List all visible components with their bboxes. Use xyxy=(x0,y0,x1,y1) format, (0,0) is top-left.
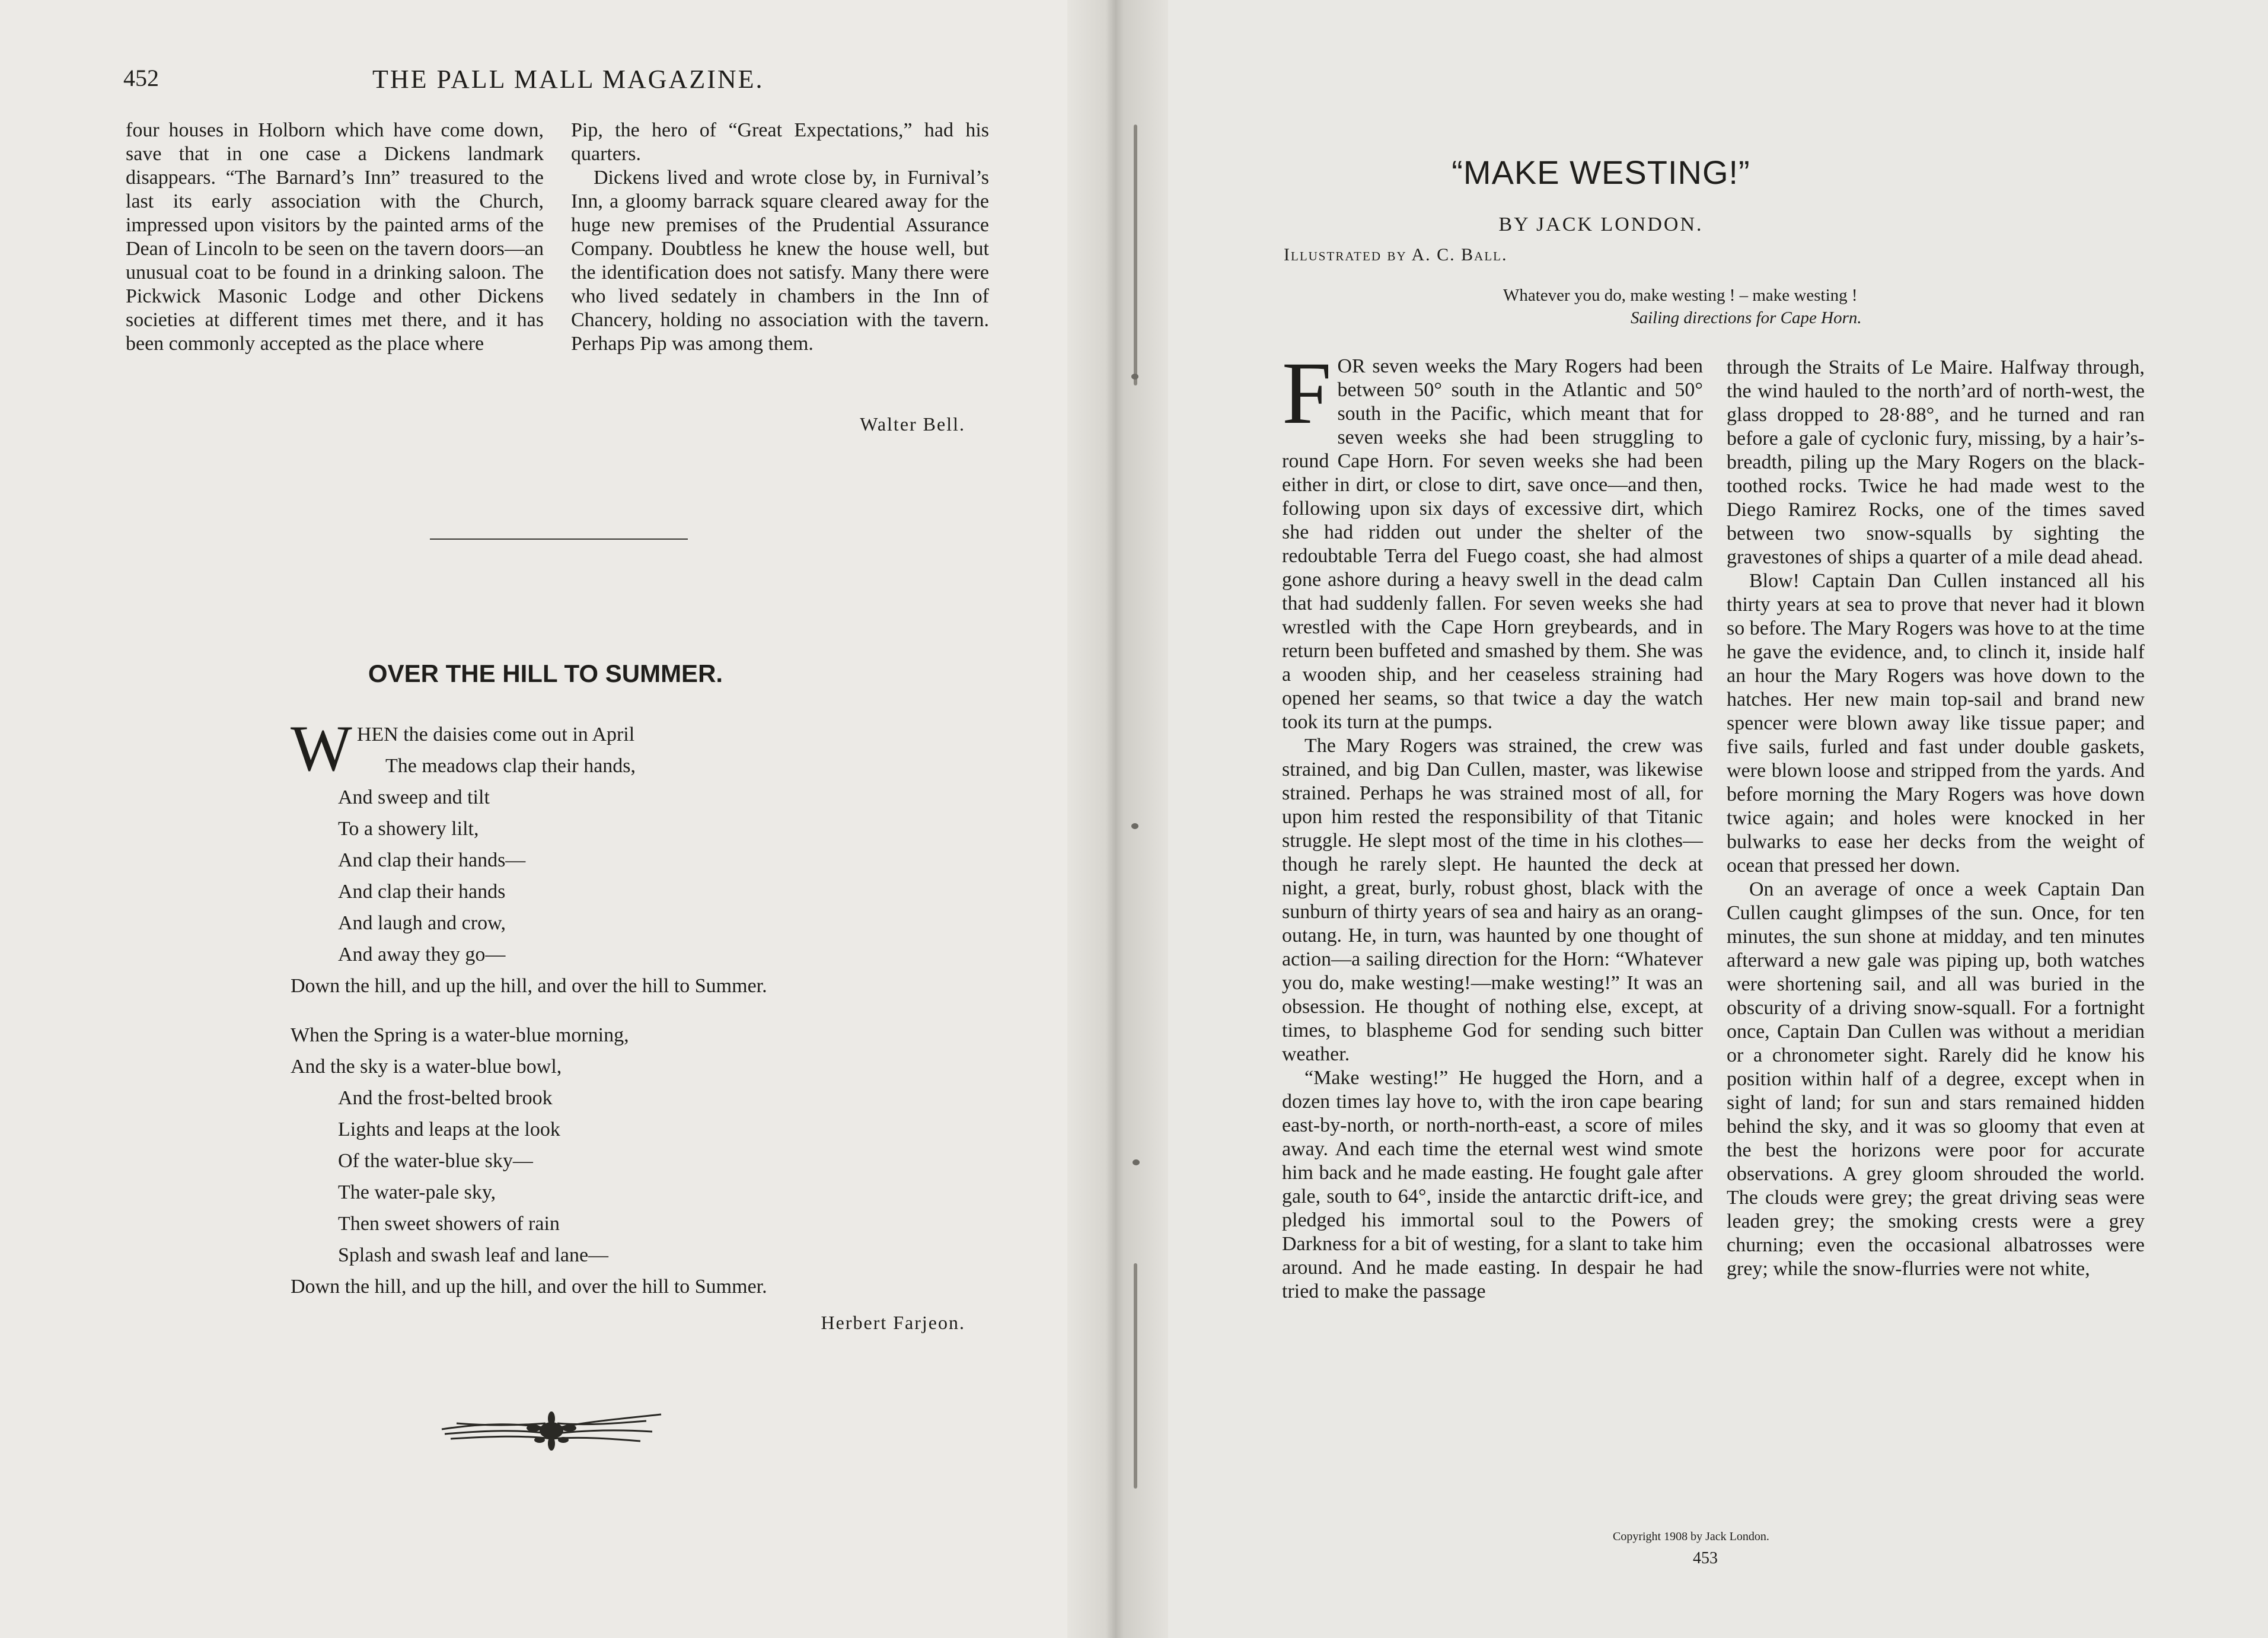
poem-line: Down the hill, and up the hill, and over the hill to Summer. xyxy=(291,1276,767,1298)
poem-line: The meadows clap their hands, xyxy=(385,755,636,777)
epigraph: Whatever you do, make westing ! – make westing ! xyxy=(1503,286,1858,305)
copyright-notice: Copyright 1908 by Jack London. xyxy=(1613,1530,1769,1543)
binding-hole xyxy=(1133,1159,1140,1165)
epigraph-source: Sailing directions for Cape Horn. xyxy=(1631,308,1862,327)
left-col1-paragraph: four houses in Holborn which have come down, save that in one case a Dickens landmark disappears. “The Barnard’s Inn” treasured to the last its early association with the Church, impressed upon visitors by the painted arms of the Dean of Lincoln to be seen on the tavern doors—an unusual coat to be found in a drinking saloon. The Pickwick Masonic Lodge and other Dickens societies at different times met there, and it has been commonly accepted as the place where xyxy=(126,119,544,355)
poem-first-line-text: HEN the daisies come out in April xyxy=(356,724,635,745)
left-column-2 xyxy=(571,119,989,356)
binding-hole xyxy=(1131,823,1138,829)
right-col1-paragraph-1 xyxy=(1282,344,1703,734)
poem-line: And the sky is a water-blue bowl, xyxy=(291,1056,562,1078)
right-col2-paragraph-3: On an average of once a week Captain Dan Cullen caught glimpses of the sun. Once, for ten minutes, the sun shone at midday, and ten minutes afterward a new gale was piping up, both watches were shortening sail, and all was buried in the obscurity of a driving snow-squall. For a fortnight once, Captain Dan Cullen was without a meridian or a chronometer sight. Rarely did he know his position within half of a degree, except when in sight of land; for sun and stars remained hidden behind the sky, and it was so gloomy that even at the best the horizons were poor for accurate observations. A grey gloom shrouded the world. The clouds were grey; the great driving seas were leaden grey; the smoking crests were a grey churning; even the occasional albatrosses were grey; while the snow-flurries were not white, xyxy=(1727,878,2145,1280)
right-page xyxy=(1109,0,2268,1638)
poem-line: Splash and swash leaf and lane— xyxy=(338,1244,609,1266)
author-signature-farjeon: Herbert Farjeon. xyxy=(821,1312,965,1333)
binding-thread xyxy=(1134,125,1137,385)
left-page xyxy=(0,0,1109,1638)
poem-title: OVER THE HILL TO SUMMER. xyxy=(368,659,723,687)
left-col2-paragraph-2: Dickens lived and wrote close by, in Furnival’s Inn, a gloomy barrack square cleared away for the huge new premises of the Prudential Assurance Company. Doubtless he knew the house well, but the identification does not satisfy. Many there were who lived sedately in chambers in the Inn of Chancery, holding no association with the tavern. Perhaps Pip was among them. xyxy=(571,167,989,355)
right-col2-paragraph-2: Blow! Captain Dan Cullen instanced all his thirty years at sea to prove that never had it blown so before. The Mary Rogers was hove to at the time he gave the evidence, and, to clinch it, inside half an hour the Mary Rogers was hove down to the hatches. Her new main top-sail and brand new spencer were blown away like tissue paper; and five sails, furled and fast under double gaskets, were blown loose and stripped from the yards. And before morning the Mary Rogers was hove down twice again; and holes were knocked in her bulwarks to ease her decks from the weight of ocean that pressed her down. xyxy=(1727,570,2145,877)
right-col1-paragraph-3: “Make westing!” He hugged the Horn, and a dozen times lay hove to, with the iron cape bearing east-by-north, or north-north-east, a score of miles away. And each time the eternal west wind smote him back and he made easting. He fought gale after gale, south to 64°, inside the antarctic drift-ice, and pledged his immortal soul to the Powers of Darkness for a bit of westing, for a slant to take him around. And he made easting. In despair he had tried to make the passage xyxy=(1282,1067,1703,1302)
article-dropcap: F xyxy=(1282,344,1332,442)
poem-dropcap: W xyxy=(291,712,352,785)
right-col1-paragraph-1-text: OR seven weeks the Mary Rogers had been between 50° south in the Atlantic and 50° south in the Pacific, which meant that for seven weeks she had been struggling to round Cape Horn. For seven weeks she had been either in dirt, or close to dirt, save once—and then, following upon six days of excessive dirt, which she had ridden out under the shelter of the redoubtable Terra del Fuego coast, she had almost gone ashore during a heavy swell in the dead calm that had suddenly fallen. For seven weeks she had wrestled with the Cape Horn greybeards, and in return been buffeted and smashed by them. She was a wooden ship, and her ceaseless straining had opened her seams, so that twice a day the watch took its turn at the pumps. xyxy=(1282,355,1703,733)
right-column-2 xyxy=(1727,356,2145,1281)
poem-line: And away they go— xyxy=(338,944,506,965)
poem-line: The water-pale sky, xyxy=(338,1181,496,1203)
running-head: THE PALL MALL MAGAZINE. xyxy=(372,65,764,94)
left-column-1 xyxy=(126,119,544,356)
section-divider-rule xyxy=(430,538,688,540)
right-page-number: 453 xyxy=(1693,1549,1718,1567)
poem-line: And clap their hands— xyxy=(338,849,526,871)
article-title: “MAKE WESTING!” xyxy=(1452,154,1750,191)
left-page-number: 452 xyxy=(123,65,159,91)
poem-line: To a showery lilt, xyxy=(338,818,479,840)
author-signature-bell: Walter Bell. xyxy=(860,413,965,435)
poem-line: And laugh and crow, xyxy=(338,912,506,934)
poem-body xyxy=(291,712,1061,1302)
poem-line: Of the water-blue sky— xyxy=(338,1150,533,1172)
poem-line: Lights and leaps at the look xyxy=(338,1118,560,1140)
book-gutter xyxy=(1067,0,1168,1638)
right-column-1 xyxy=(1282,344,1703,1304)
right-col2-paragraph-1: through the Straits of Le Maire. Halfway through, the wind hauled to the north’ard of north-west, the glass dropped to 28·88°, and he turned and ran before a gale of cyclonic fury, missing, by a hair’s-breadth, piling up the Mary Rogers on the black-toothed rocks. Twice he had made west to the Diego Ramirez Rocks, one of the times saved between two snow-squalls by sighting the gravestones of ships a quarter of a mile dead ahead. xyxy=(1727,356,2145,568)
illustrator-credit: Illustrated by A. C. Ball. xyxy=(1284,245,1508,264)
poem-line: Then sweet showers of rain xyxy=(338,1213,560,1235)
binding-thread xyxy=(1134,1263,1137,1489)
article-byline: BY JACK LONDON. xyxy=(1498,213,1704,235)
poem-line: And sweep and tilt xyxy=(338,786,490,808)
binding-hole xyxy=(1131,374,1138,380)
right-col1-paragraph-2: The Mary Rogers was strained, the crew was strained, and big Dan Cullen, master, was likewise strained. Perhaps he was strained most of all, for upon him rested the responsibility of that Titanic struggle. He slept most of the time in his clothes—though he rarely slept. He haunted the deck at night, a great, burly, robust ghost, black with the sunburn of thirty years of sea and hairy as an orang-outang. He, in turn, was haunted by one thought of action—a sailing direction for the Horn: “Whatever you do, make westing!—make westing!” It was an obsession. He thought of nothing else, except, at times, to blaspheme God for sending such bitter weather. xyxy=(1282,735,1703,1065)
poem-line: Down the hill, and up the hill, and over the hill to Summer. xyxy=(291,975,767,997)
poem-line: When the Spring is a water-blue morning, xyxy=(291,1024,629,1046)
poem-line: And clap their hands xyxy=(338,881,506,903)
floral-ornament-icon xyxy=(439,1406,664,1459)
left-col2-paragraph-1: Pip, the hero of “Great Expectations,” had his quarters. xyxy=(571,119,989,165)
poem-line: And the frost-belted brook xyxy=(338,1087,553,1109)
